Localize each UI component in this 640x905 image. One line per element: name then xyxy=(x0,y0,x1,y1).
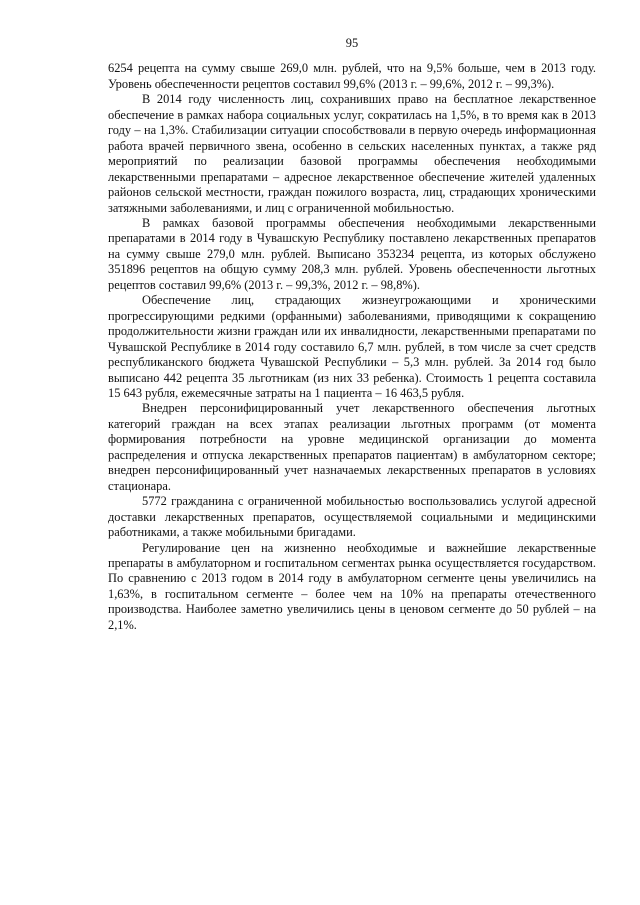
paragraph-orphan-diseases: Обеспечение лиц, страдающих жизнеугрожающими и хроническими прогрессирующими редкими (орфанными) заболеваниями, приводящими к сокращению продолжительности жизни граждан или их инвалидности, лекарственными препаратами по Чувашской Республике в 2014 году составило 6,7 млн. рублей, в том числе за счет средств республиканского бюджета Чувашской Республики – 5,3 млн. рублей. За 2014 год было выписано 442 рецепта 35 льготникам (из них 33 ребенка). Стоимость 1 рецепта составила 15 643 рубля, ежемесячные затраты на 1 пациента – 16 463,5 рубля. xyxy=(108,293,596,400)
paragraph-basic-program: В рамках базовой программы обеспечения необходимыми лекарственными препаратами в 2014 году в Чувашскую Республику поставлено лекарственных препаратов на сумму свыше 279,0 млн. рублей. Выписано 353234 рецепта, из которых обслужено 351896 рецептов на общую сумму 208,3 млн. рублей. Уровень обеспеченности льготных рецептов составил 99,6% (2013 г. – 99,3%, 2012 г. – 98,8%). xyxy=(108,215,596,292)
document-page xyxy=(108,36,596,633)
paragraph-continuation: 6254 рецепта на сумму свыше 269,0 млн. рублей, что на 9,5% больше, чем в 2013 году. Уровень обеспеченности рецептов составил 99,6% (2013 г. – 99,6%, 2012 г. – 99,3%). xyxy=(108,61,596,91)
page-number: 95 xyxy=(345,36,359,50)
paragraph-personalized-accounting: Внедрен персонифицированный учет лекарственного обеспечения льготных категорий граждан на всех этапах реализации льготных программ (от момента формирования потребности на уровне медицинской организации до момента распределения и отпуска лекарственных препаратов пациентам) в амбулаторном секторе; внедрен персонифицированный учет назначаемых лекарственных препаратов в условиях стационара. xyxy=(108,401,596,493)
paragraph-social-services: В 2014 году численность лиц, сохранивших право на бесплатное лекарственное обеспечение в рамках набора социальных услуг, сократилась на 1,5%, в то время как в 2013 году – на 1,3%. Стабилизации ситуации способствовали в первую очередь информационная работа врачей первичного звена, особенно в сельских населенных пунктах, а также ряд мероприятий по реализации базовой программы обеспечения необходимыми лекарственными препаратами – адресное лекарственное обеспечение жителей удаленных районов сельской местности, граждан пожилого возраста, лиц, страдающих хроническими затяжными заболеваниями, и лиц с ограниченной мобильностью. xyxy=(108,92,596,215)
paragraph-price-regulation: Регулирование цен на жизненно необходимые и важнейшие лекарственные препараты в амбулаторном и госпитальном сегментах рынка осуществляется государством. По сравнению с 2013 годом в 2014 году в амбулаторном сегменте цены увеличились на 1,63%, в госпитальном сегменте – более чем на 10% на препараты отечественного производства. Наиболее заметно увеличились цены в ценовом сегменте до 50 рублей – на 2,1%. xyxy=(108,540,596,632)
paragraph-home-delivery: 5772 гражданина с ограниченной мобильностью воспользовались услугой адресной доставки лекарственных препаратов, осуществляемой социальными и медицинскими работниками, а также мобильными бригадами. xyxy=(108,494,596,540)
